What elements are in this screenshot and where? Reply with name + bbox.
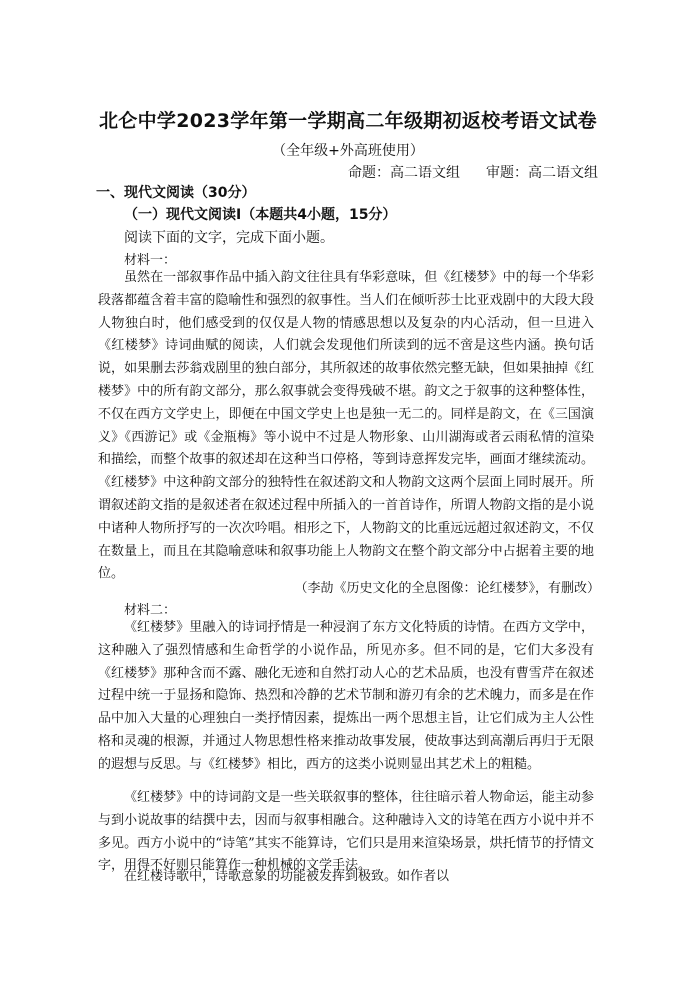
section-heading: 一、现代文阅读（30分）	[96, 185, 256, 201]
material1-label: 材料一：	[124, 253, 177, 268]
exam-title: 北仑中学2023学年第一学期高二年级期初返校考语文试卷	[99, 110, 597, 132]
material1-text: 虽然在一部叙事作品中插入韵文往往具有华彩意味，但《红楼梦》中的每一个华彩段落都蕴含着丰富的隐喻性和强烈的叙事性。当人们在倾听莎士比亚戏剧中的大段大段人物独白时，他们感受到的仅仅是人物的情感思想以及复杂的内心活动，但一旦进入《红楼梦》诗词曲赋的阅读，人们就会发现他们所读到的远不啻是这些内涵。换句话说，如果删去莎翁戏剧里的独白部分，其所叙述的故事依然完整无缺，但如果抽掉《红楼梦》中的所有韵文部分，那么叙事就会变得残破不堪。韵文之于叙事的这种整体性，不仅在西方文学史上，即便在中国文学史上也是独一无二的。同样是韵文，在《三国演义》《西游记》或《金瓶梅》等小说中不过是人物形象、山川湖海或者云雨私情的渲染和描绘，而整个故事的叙述却在这种当口停格，等到诗意挥发完毕，画面才继续流动。《红楼梦》中这种韵文部分的独特性在叙述韵文和人物韵文这两个层面上同时展开。所谓叙述韵文指的是叙述者在叙述过程中所插入的一首首诗作，所谓人物韵文指的是小说中诸种人物所抒写的一次次吟唱。相形之下，人物韵文的比重远远超过叙述韵文，不仅在数量上，而且在其隐喻意味和叙事功能上人物韵文在整个韵文部分中占据着主要的地位。	[98, 270, 594, 582]
material2-paragraph-3: 在红楼诗歌中，诗歌意象的功能被发挥到极致。如作者以	[124, 869, 450, 884]
material1-source: （李劼《历史文化的全息图像：论红楼梦》，有删改）	[294, 581, 600, 596]
material2-paragraph-1: 《红楼梦》里融入的诗词抒情是一种浸润了东方文化特质的诗情。在西方文学中，这种融入了强烈情感和生命哲学的小说作品，所见亦多。但不同的是，它们大多没有《红楼梦》那种含而不露、融化无迹和自然打动人心的艺术品质，也没有曹雪芹在叙述过程中统一于显扬和隐饰、热烈和冷静的艺术节制和游刃有余的艺术魄力，而多是在作品中加入大量的心理独白一类抒情因素，提炼出一两个思想主旨，让它们成为主人公性格和灵魂的根源，并通过人物思想性格来推动故事发展，使故事达到高潮后再归于无限的遐想与反思。与《红楼梦》相比，西方的这类小说则显出其艺术上的粗糙。	[98, 620, 594, 772]
proposer: 命题：高二语文组	[348, 165, 460, 181]
instruction: 阅读下面的文字，完成下面小题。	[124, 230, 334, 246]
material2-paragraph-2: 《红楼梦》中的诗词韵文是一些关联叙事的整体，往往暗示着人物命运，能主动参与到小说故事的结撰中去，因而与叙事相融合。这种融诗入文的诗笔在西方小说中并不多见。西方小说中的“诗笔”其实不能算诗，它们只是用来渲染场景，烘托情节的抒情文字，用得不好则只能算作一种机械的文学手法。	[98, 790, 594, 874]
exam-subtitle: （全年级+外高班使用）	[272, 143, 424, 159]
authors-line	[322, 162, 598, 182]
reviewer: 审题：高二语文组	[486, 165, 598, 181]
material2-label: 材料二：	[124, 603, 177, 618]
subsection-heading: （一）现代文阅读Ⅰ（本题共4小题，15分）	[124, 207, 397, 223]
